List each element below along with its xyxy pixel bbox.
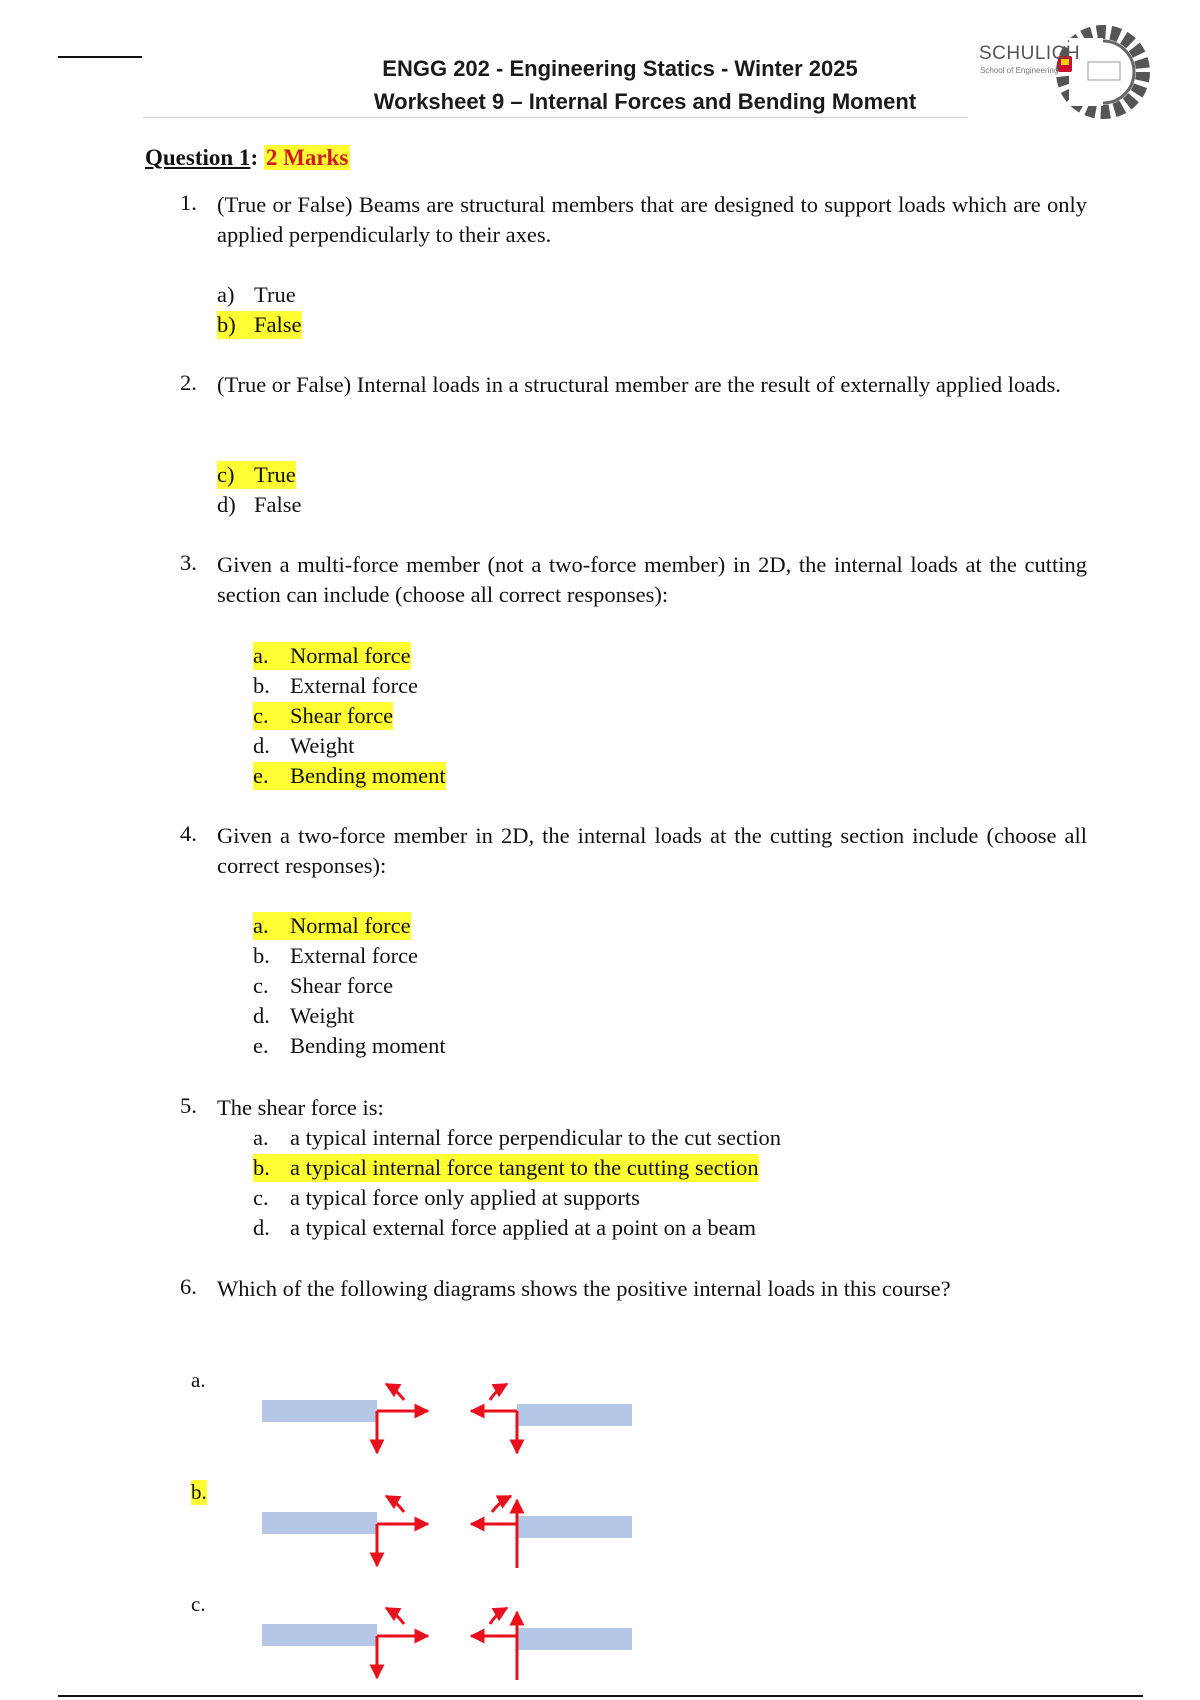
item-3-option-c: c. Shear force (253, 703, 394, 728)
item-2-text: (True or False) Internal loads in a structural member are the result of externally applied loads. (217, 372, 1061, 397)
diagram-b-right-arrows (471, 1496, 517, 1568)
diagram-a-label: a. (191, 1368, 206, 1392)
diagram-a (262, 1384, 632, 1453)
diagram-c-label: c. (191, 1592, 206, 1616)
item-3-option-a: a. Normal force (253, 643, 411, 668)
bottom-rule (58, 1695, 1143, 1697)
item-2-number: 2. (180, 370, 197, 395)
item-3-text: Given a multi-force member (not a two-force member) in 2D, the internal loads at the cutting section can include (choose all correct responses): (217, 552, 1087, 607)
logo-wordmark: SCHULICH (979, 43, 1081, 64)
diagram-b (262, 1496, 632, 1568)
logo-subtext: School of Engineering (980, 66, 1059, 75)
item-1-option-b: b) False (217, 312, 302, 337)
diagram-b-label: b. (191, 1480, 207, 1504)
item-6-number: 6. (180, 1274, 197, 1299)
item-4-number: 4. (180, 821, 197, 846)
item-4-text: Given a two-force member in 2D, the internal loads at the cutting section include (choose all correct responses): (217, 823, 1087, 878)
diagram-c-left-beam (262, 1624, 377, 1646)
item-4-option-a: a. Normal force (253, 913, 411, 938)
diagram-c-left-arrows (377, 1608, 428, 1678)
diagram-a-left-arrows (377, 1384, 428, 1453)
question-colon: : (250, 145, 259, 170)
item-4-option-c: c. Shear force (253, 973, 394, 998)
item-3-number: 3. (180, 550, 197, 575)
item-5-option-a: a. a typical internal force perpendicular to the cut section (253, 1125, 782, 1150)
item-4-option-e: e. Bending moment (253, 1033, 446, 1058)
diagram-c-right-arrows (471, 1608, 517, 1680)
question-label: Question 1 (145, 145, 251, 170)
diagram-a-right-beam (517, 1404, 632, 1426)
item-6-text: Which of the following diagrams shows the positive internal loads in this course? (217, 1276, 951, 1301)
diagram-c (262, 1608, 632, 1680)
item-5-text: The shear force is: (217, 1095, 384, 1120)
item-1-number: 1. (180, 190, 197, 215)
item-5-number: 5. (180, 1093, 197, 1118)
item-1-option-a: a) True (217, 282, 296, 307)
diagram-a-right-arrows (471, 1384, 517, 1453)
item-2-option-c: c) True (217, 462, 296, 487)
question-marks: 2 Marks (265, 145, 349, 170)
item-3-option-d: d. Weight (253, 733, 355, 758)
course-title: ENGG 202 - Engineering Statics - Winter 2025 (382, 56, 858, 81)
diagram-b-left-beam (262, 1512, 377, 1534)
diagram-c-right-beam (517, 1628, 632, 1650)
diagram-a-left-beam (262, 1400, 377, 1422)
item-5-option-c: c. a typical force only applied at supports (253, 1185, 640, 1210)
item-3-option-e: e. Bending moment (253, 763, 446, 788)
item-5-option-d: d. a typical external force applied at a point on a beam (253, 1215, 757, 1240)
worksheet-title: Worksheet 9 – Internal Forces and Bending Moment (373, 89, 917, 114)
item-4-option-b: b. External force (253, 943, 419, 968)
item-2-option-d: d) False (217, 492, 302, 517)
diagram-b-right-beam (517, 1516, 632, 1538)
item-4-option-d: d. Weight (253, 1003, 355, 1028)
diagram-b-left-arrows (377, 1496, 428, 1566)
item-1-text: (True or False) Beams are structural members that are designed to support loads which are only applied perpendicularly to their axes. (217, 192, 1087, 247)
item-3-option-b: b. External force (253, 673, 419, 698)
item-5-option-b: b. a typical internal force tangent to the cutting section (253, 1155, 759, 1180)
